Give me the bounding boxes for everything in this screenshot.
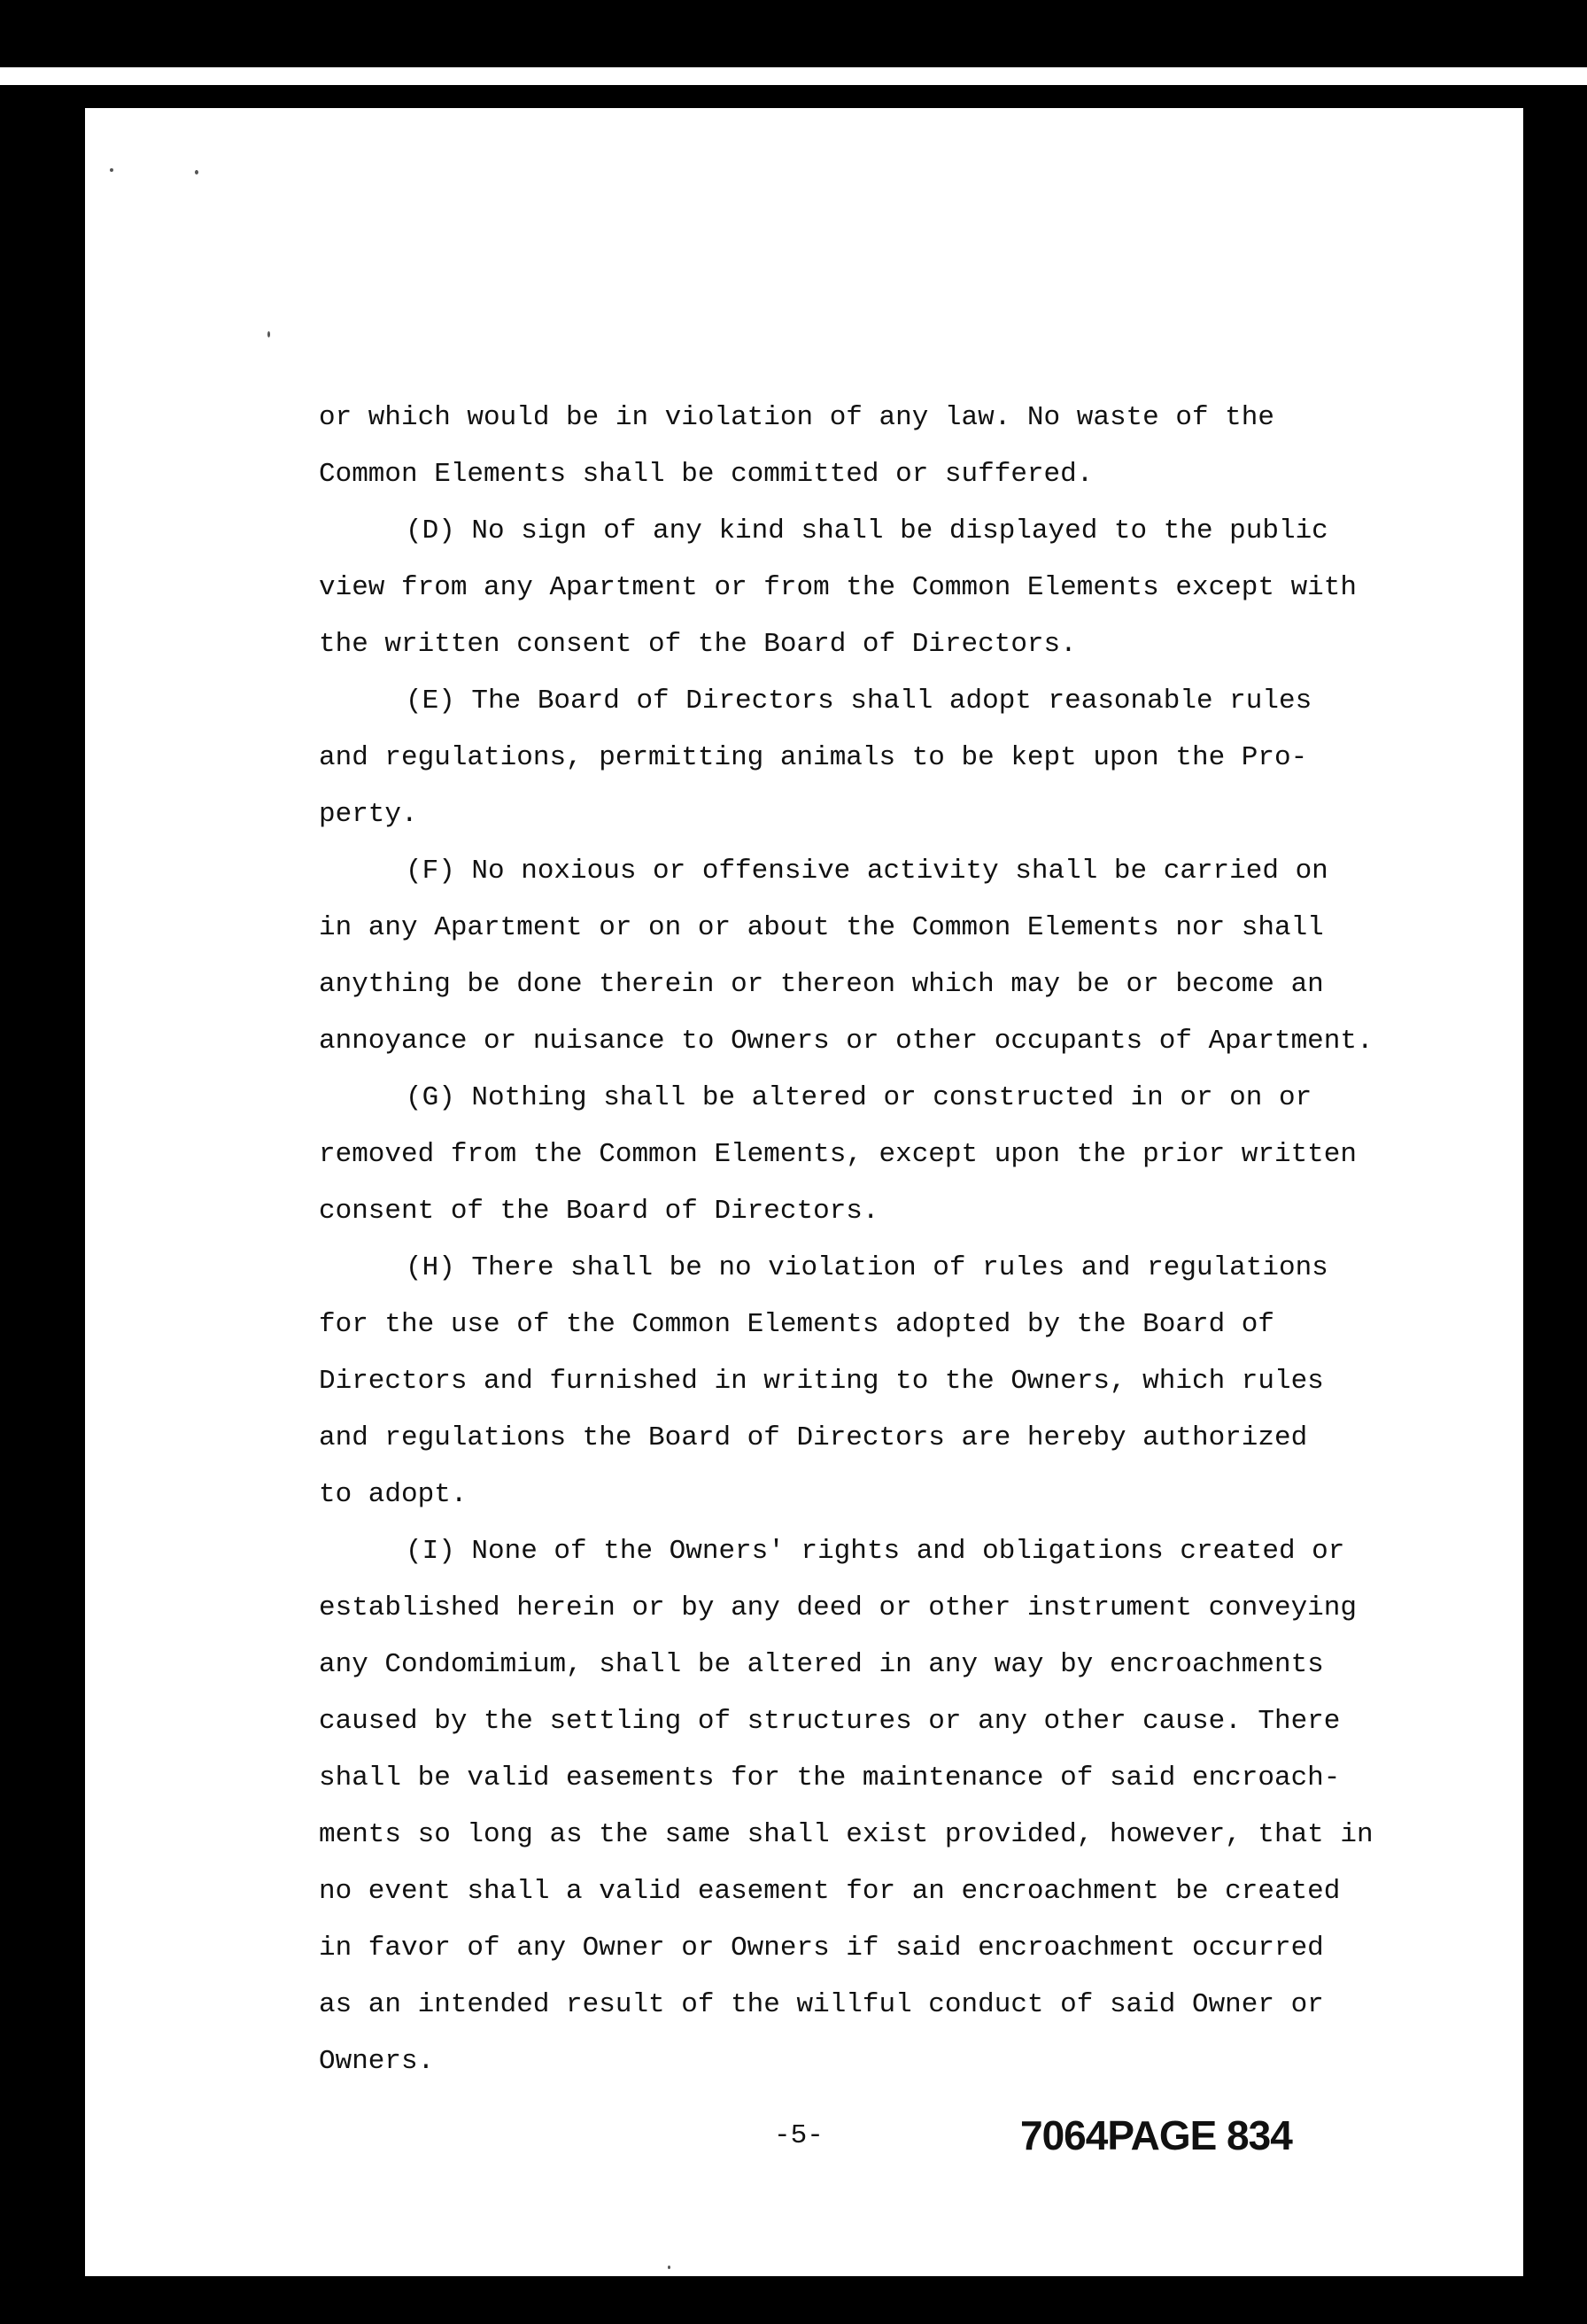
text-line: (G) Nothing shall be altered or constructed in or on or — [406, 1082, 1312, 1113]
scan-border — [0, 0, 1587, 64]
text-line: caused by the settling of structures or any other cause. There — [319, 1706, 1341, 1737]
text-line: (H) There shall be no violation of rules and regulations — [406, 1252, 1328, 1283]
text-line: annoyance or nuisance to Owners or other occupants of Apartment. — [319, 1026, 1374, 1057]
scan-edge-line — [0, 67, 1587, 85]
text-line: no event shall a valid easement for an encroachment be created — [319, 1876, 1341, 1907]
text-line: any Condomimium, shall be altered in any way by encroachments — [319, 1649, 1324, 1680]
text-line: ments so long as the same shall exist provided, however, that in — [319, 1819, 1374, 1850]
page-number: -5- — [774, 2120, 824, 2151]
text-line: view from any Apartment or from the Common Elements except with — [319, 572, 1357, 603]
text-line: (F) No noxious or offensive activity shall be carried on — [406, 856, 1328, 887]
scan-speck — [110, 168, 113, 172]
text-line: (D) No sign of any kind shall be displayed to the public — [406, 515, 1328, 546]
document-page — [85, 108, 1523, 2276]
text-line: and regulations the Board of Directors are hereby authorized — [319, 1422, 1308, 1453]
text-line: removed from the Common Elements, except upon the prior written — [319, 1139, 1357, 1170]
text-line: Common Elements shall be committed or suffered. — [319, 459, 1094, 490]
text-line: shall be valid easements for the maintenance of said encroach- — [319, 1762, 1341, 1793]
scan-speck — [267, 331, 270, 337]
book-page-stamp: 7064PAGE 834 — [1020, 2112, 1292, 2158]
text-line: established herein or by any deed or other instrument conveying — [319, 1592, 1357, 1623]
text-line: as an intended result of the willful conduct of said Owner or — [319, 1989, 1324, 2020]
text-line: and regulations, permitting animals to be kept upon the Pro- — [319, 742, 1308, 773]
text-line: to adopt. — [319, 1479, 468, 1510]
text-line: Owners. — [319, 2046, 435, 2077]
text-line: for the use of the Common Elements adopted by the Board of — [319, 1309, 1274, 1340]
text-line: perty. — [319, 799, 418, 830]
text-line: the written consent of the Board of Directors. — [319, 629, 1077, 660]
scan-speck — [668, 2266, 670, 2269]
text-line: anything be done therein or thereon which may be or become an — [319, 969, 1324, 1000]
text-line: in any Apartment or on or about the Common Elements nor shall — [319, 912, 1324, 943]
scan-speck — [195, 170, 198, 174]
text-line: (I) None of the Owners' rights and obligations created or — [406, 1536, 1345, 1567]
text-line: Directors and furnished in writing to the Owners, which rules — [319, 1366, 1324, 1397]
text-line: consent of the Board of Directors. — [319, 1196, 879, 1227]
text-line: in favor of any Owner or Owners if said encroachment occurred — [319, 1933, 1324, 1964]
text-line: or which would be in violation of any law. No waste of the — [319, 402, 1274, 433]
text-line: (E) The Board of Directors shall adopt reasonable rules — [406, 686, 1312, 717]
document-body-text — [319, 390, 1506, 2090]
